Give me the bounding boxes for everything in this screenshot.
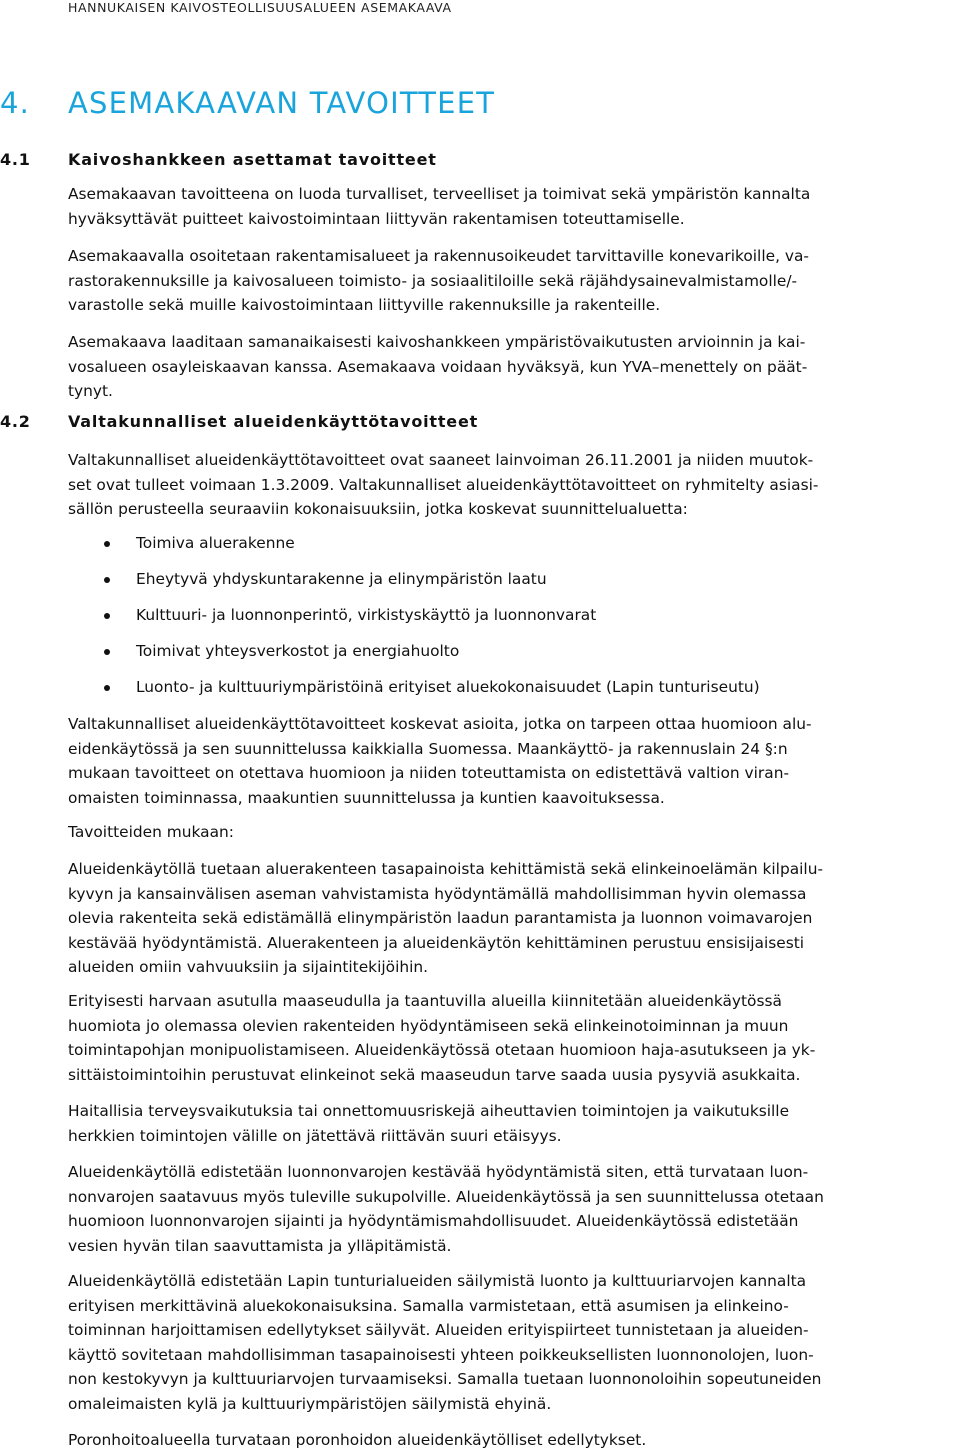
paragraph: Asemakaava laaditaan samanaikaisesti kaivoshankkeen ympäristövaikutusten arvioinnin ja kai- vosalueen osayleiskaavan kanssa. Asemakaava voidaan hyväksyä, kun YVA–menettely on päät- tynyt.	[68, 333, 808, 401]
section-heading-4-2	[0, 412, 478, 431]
section-heading-4-1	[0, 150, 437, 169]
paragraph: Alueidenkäytöllä edistetään luonnonvarojen kestävää hyödyntämistä siten, että turvataan luon- nonvarojen saatavuus myös tuleville sukupolville. Alueidenkäytössä ja sen suunnittelussa otetaan huomioon luonnonvarojen sijainti ja hyödyntämismahdollisuudet. Alueidenkäytössä edistetään vesien hyvän tilan saavuttamista ja ylläpitämistä.	[68, 1163, 824, 1255]
chapter-title	[0, 86, 495, 120]
paragraph: Poronhoitoalueella turvataan poronhoidon alueidenkäytölliset edellytykset.	[68, 1431, 647, 1449]
section-title: Valtakunnalliset alueidenkäyttötavoitteet	[68, 412, 479, 431]
chapter-number: 4.	[0, 86, 31, 120]
section-number: 4.1	[0, 150, 31, 169]
paragraph: Haitallisia terveysvaikutuksia tai onnettomuusriskejä aiheuttavien toimintojen ja vaikutuksille herkkien toimintojen välille on jätettävä riittävän suuri etäisyys.	[68, 1102, 790, 1145]
bullet-icon	[104, 577, 110, 583]
bullet-icon	[104, 685, 110, 691]
section-number: 4.2	[0, 412, 31, 431]
paragraph: Valtakunnalliset alueidenkäyttötavoitteet ovat saaneet lainvoiman 26.11.2001 ja niiden muutok- set ovat tulleet voimaan 1.3.2009. Valtakunnalliset alueidenkäyttötavoitteet on ryhmitelty asiasi- sällön perusteella seuraaviin kokonaisuuksiin, jotka koskevat suunnittelualuetta:	[68, 451, 819, 519]
paragraph: Alueidenkäytöllä tuetaan aluerakenteen tasapainoista kehittämistä sekä elinkeinoelämän kilpailu- kyvyn ja kansainvälisen aseman vahvistamista hyödyntämällä mahdollisimman hyvin olemassa olevia rakenteita sekä edistämällä elinympäristön laadun parantamista ja luonnon voimavarojen kestävää hyödyntämistä. Aluerakenteen ja alueidenkäytön kehittäminen perustuu ensisijaisesti alueiden omiin vahvuuksiin ja sijaintitekijöihin.	[68, 860, 824, 977]
bullet-icon	[104, 649, 110, 655]
paragraph: Valtakunnalliset alueidenkäyttötavoitteet koskevat asioita, jotka on tarpeen ottaa huomioon alu- eidenkäytössä ja sen suunnittelussa kaikkialla Suomessa. Maankäyttö- ja rakennuslain 24 §:n mukaan tavoitteet on otettava huomioon ja niiden toteuttamista on edistettävä valtion viran- omaisten toiminnassa, maakuntien suunnittelussa ja kuntien kaavoituksessa.	[68, 715, 812, 807]
document-page: HANNUKAISEN KAIVOSTEOLLISUUSALUEEN ASEMAKAAVA 4. ASEMAKAAVAN TAVOITTEET 4.1 Kaivoshankkeen asettamat tavoitteet Asemakaavan tavoitteena on luoda turvalliset, terveelliset ja toimivat sekä ympäristön kannalta hyväksyttävät puitteet kaivostoimintaan liittyvän rakentamisen toteuttamiselle. Asemakaavalla osoitetaan rakentamisalueet ja rakennusoikeudet tarvittaville konevarikoille, va- rastorakennuksille ja kaivosalueen toimisto- ja sosiaalitiloille sekä räjähdysainevalmistamolle/- varastolle sekä muille kaivostoimintaan liittyville rakennuksille ja rakenteille. Asemakaava laaditaan samanaikaisesti kaivoshankkeen ympäristövaikutusten arvioinnin ja kai- vosalueen osayleiskaavan kanssa. Asemakaava voidaan hyväksyä, kun YVA–menettely on päät- tynyt. 4.2 Valtakunnalliset alueidenkäyttötavoitteet Valtakunnalliset alueidenkäyttötavoitteet ovat saaneet lainvoiman 26.11.2001 ja niiden muutok- set ovat tulleet voimaan 1.3.2009. Valtakunnalliset alueidenkäyttötavoitteet on ryhmitelty asiasi- sällön perusteella seuraaviin kokonaisuuksiin, jotka koskevat suunnittelualuetta: Toimiva aluerakenne Eheytyvä yhdyskuntarakenne ja elinympäristön laatu Kulttuuri- ja luonnonperintö, virkistyskäyttö ja luonnonvarat Toimivat yhteysverkostot ja energiahuolto Luonto- ja kulttuuriympäristöinä erityiset aluekokonaisuudet (Lapin tunturiseutu) Valtakunnalliset alueidenkäyttötavoitteet koskevat asioita, jotka on tarpeen ottaa huomioon alu- eidenkäytössä ja sen suunnittelussa kaikkialla Suomessa. Maankäyttö- ja rakennuslain 24 §:n mukaan tavoitteet on otettava huomioon ja niiden toteuttamista on edistettävä valtion viran- omaisten toiminnassa, maakuntien suunnittelussa ja kuntien kaavoituksessa. Tavoitteiden mukaan: Alueidenkäytöllä tuetaan aluerakenteen tasapainoista kehittämistä sekä elinkeinoelämän kilpailu- kyvyn ja kansainvälisen aseman vahvistamista hyödyntämällä mahdollisimman hyvin olemassa olevia rakenteita sekä edistämällä elinympäristön laadun parantamista ja luonnon voimavarojen kestävää hyödyntämistä. Aluerakenteen ja alueidenkäytön kehittäminen perustuu ensisijaisesti alueiden omiin vahvuuksiin ja sijaintitekijöihin. Erityisesti harvaan asutulla maaseudulla ja taantuvilla alueilla kiinnitetään alueidenkäytössä huomiota jo olemassa olevien rakenteiden hyödyntämiseen sekä elinkeinotoiminnan ja muun toimintapohjan monipuolistamiseen. Alueidenkäytössä otetaan huomioon haja-asutukseen ja yk- sittäistoimintoihin perustuvat elinkeinot sekä maaseudun tarve saada uusia pysyviä asukkaita. Haitallisia terveysvaikutuksia tai onnettomuusriskejä aiheuttavien toimintojen ja vaikutuksille herkkien toimintojen välille on jätettävä riittävän suuri etäisyys. Alueidenkäytöllä edistetään luonnonvarojen kestävää hyödyntämistä siten, että turvataan luon- nonvarojen saatavuus myös tuleville sukupolville. Alueidenkäytössä ja sen suunnittelussa otetaan huomioon luonnonvarojen sijainti ja hyödyntämismahdollisuudet. Alueidenkäytössä edistetään vesien hyvän tilan saavuttamista ja ylläpitämistä. Alueidenkäytöllä edistetään Lapin tunturialueiden säilymistä luonto ja kulttuuriarvojen kannalta erityisen merkittävinä aluekokonaisuksina. Samalla varmistetaan, että asumisen ja elinkeino- toiminnan harjoittamisen edellytykset säilyvät. Alueiden erityispiirteet tunnistetaan ja alueiden- käyttö sovitetaan mahdollisimman tasapainoisesti yhteen poikkeuksellisten luonnonolojen, luon- non kestokyvyn ja kulttuuriarvojen turvaamiseksi. Samalla tuetaan luonnonoloihin sopeutuneiden omaleimaisten kylä ja kulttuuriympäristöjen säilymistä ehyinä. Poronhoitoalueella turvataan poronhoidon alueidenkäytölliset edellytykset.	[0, 0, 960, 1451]
paragraph: Erityisesti harvaan asutulla maaseudulla ja taantuvilla alueilla kiinnitetään alueidenkäytössä huomiota jo olemassa olevien rakenteiden hyödyntämiseen sekä elinkeinotoiminnan ja muun toimintapohjan monipuolistamiseen. Alueidenkäytössä otetaan huomioon haja-asutukseen ja yk- sittäistoimintoihin perustuvat elinkeinot sekä maaseudun tarve saada uusia pysyviä asukkaita.	[68, 992, 816, 1084]
section-title: Kaivoshankkeen asettamat tavoitteet	[68, 150, 437, 169]
bullet-icon	[104, 613, 110, 619]
bullet-icon	[104, 541, 110, 547]
running-header: HANNUKAISEN KAIVOSTEOLLISUUSALUEEN ASEMAKAAVA	[68, 0, 452, 15]
paragraph: Tavoitteiden mukaan:	[68, 823, 234, 841]
chapter-title-text: ASEMAKAAVAN TAVOITTEET	[68, 86, 496, 120]
paragraph: Asemakaavan tavoitteena on luoda turvalliset, terveelliset ja toimivat sekä ympäristön kannalta hyväksyttävät puitteet kaivostoimintaan liittyvän rakentamisen toteuttamiselle.	[68, 185, 811, 228]
paragraph: Alueidenkäytöllä edistetään Lapin tunturialueiden säilymistä luonto ja kulttuuriarvojen kannalta erityisen merkittävinä aluekokonaisuksina. Samalla varmistetaan, että asumisen ja elinkeino- toiminnan harjoittamisen edellytykset säilyvät. Alueiden erityispiirteet tunnistetaan ja alueiden- käyttö sovitetaan mahdollisimman tasapainoisesti yhteen poikkeuksellisten luonnonolojen, luon- non kestokyvyn ja kulttuuriarvojen turvaamiseksi. Samalla tuetaan luonnonoloihin sopeutuneiden omaleimaisten kylä ja kulttuuriympäristöjen säilymistä ehyinä.	[68, 1272, 822, 1413]
paragraph: Asemakaavalla osoitetaan rakentamisalueet ja rakennusoikeudet tarvittaville konevarikoille, va- rastorakennuksille ja kaivosalueen toimisto- ja sosiaalitiloille sekä räjähdysainevalmistamolle/- varastolle sekä muille kaivostoimintaan liittyville rakennuksille ja rakenteille.	[68, 247, 809, 315]
